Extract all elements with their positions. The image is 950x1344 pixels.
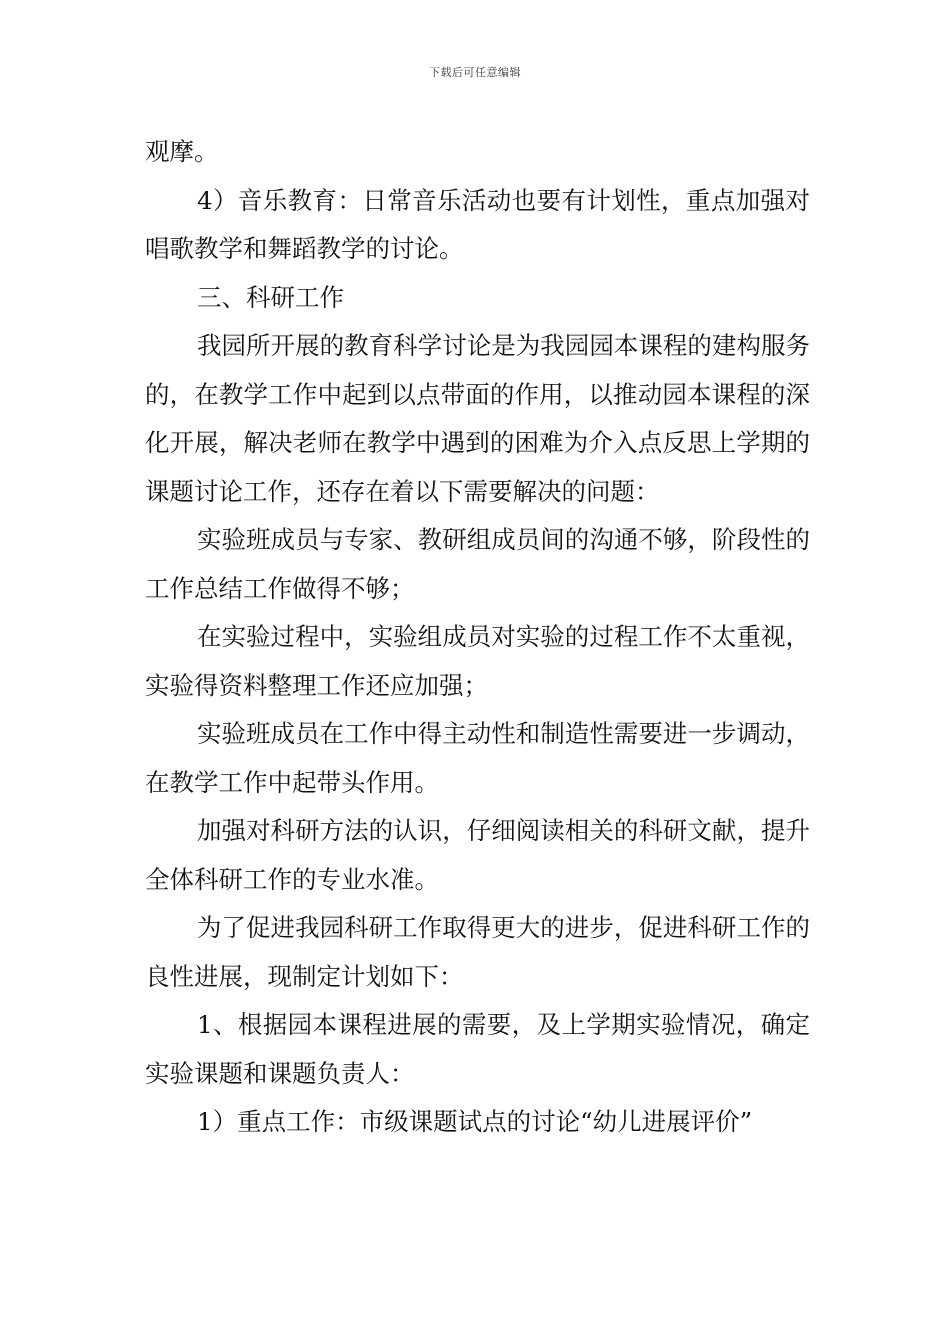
paragraph: 加强对科研方法的认识，仔细阅读相关的科研文献，提升全体科研工作的专业水准。 [145,816,810,894]
paragraph: 1、根据园本课程进展的需要，及上学期实验情况，确定实验课题和课题负责人： [145,1010,810,1088]
paragraph: 我园所开展的教育科学讨论是为我园园本课程的建构服务的，在教学工作中起到以点带面的作用，以推动园本课程的深化开展，解决老师在教学中遇到的困难为介入点反思上学期的课题讨论工作，还存在着以下需要解决的问题： [145,331,810,506]
paragraph: 4）音乐教育：日常音乐活动也要有计划性，重点加强对唱歌教学和舞蹈教学的讨论。 [145,185,810,263]
page-header: 下载后可任意编辑 [429,66,521,79]
section-heading: 三、科研工作 [197,282,344,312]
document-body [145,128,810,1147]
paragraph: 1）重点工作：市级课题试点的讨论“幼儿进展评价” [197,1107,753,1136]
paragraph: 实验班成员在工作中得主动性和制造性需要进一步调动，在教学工作中起带头作用。 [145,719,810,797]
paragraph: 观摩。 [145,137,219,166]
paragraph: 为了促进我园科研工作取得更大的进步，促进科研工作的良性进展，现制定计划如下： [145,913,810,991]
paragraph: 在实验过程中，实验组成员对实验的过程工作不太重视，实验得资料整理工作还应加强； [145,622,810,700]
paragraph: 实验班成员与专家、教研组成员间的沟通不够，阶段性的工作总结工作做得不够； [145,525,810,603]
